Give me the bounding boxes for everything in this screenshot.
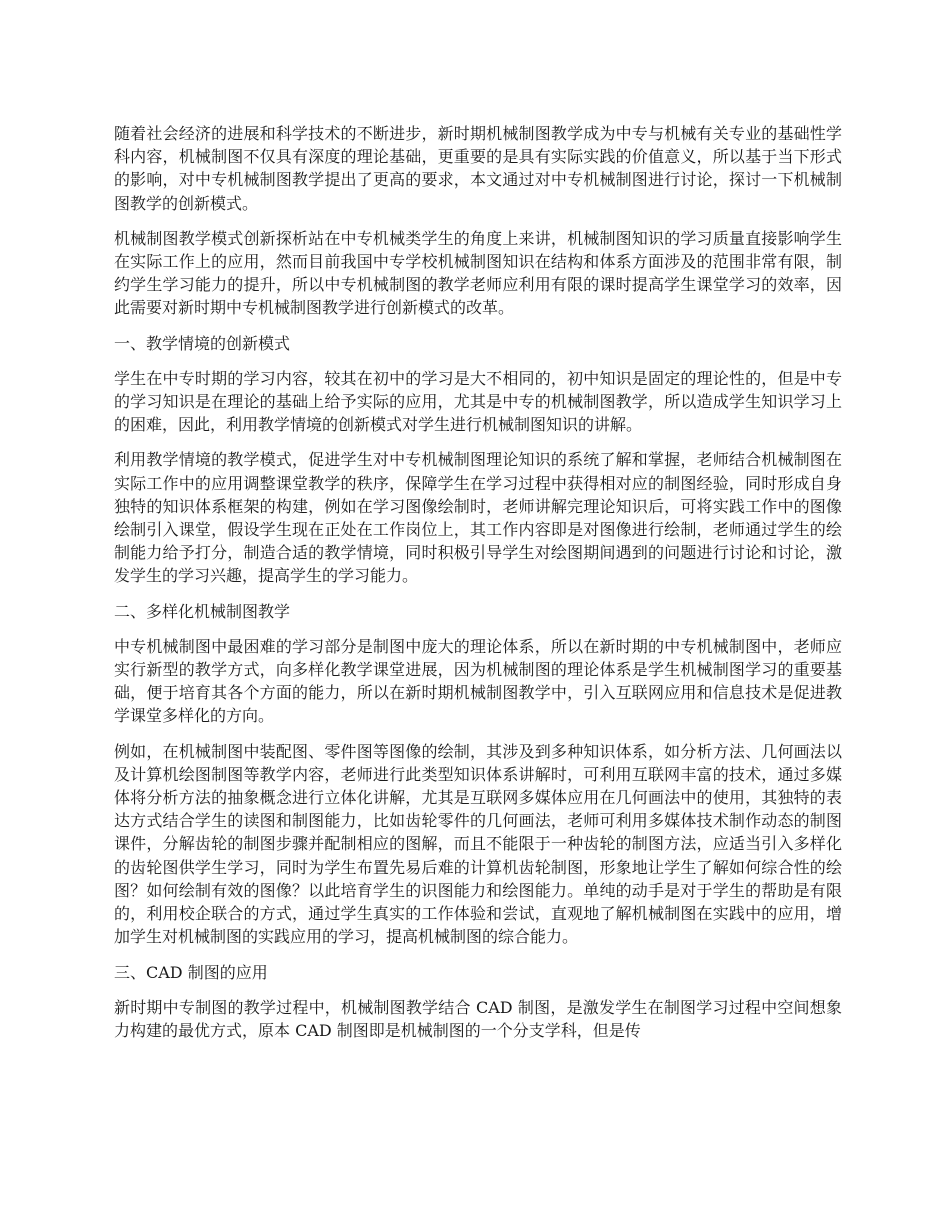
paragraph-section1-b: 利用教学情境的教学模式，促进学生对中专机械制图理论知识的系统了解和掌握，老师结合机械制图在实际工作中的应用调整课堂教学的秩序，保障学生在学习过程中获得相对应的制图经验，同时形成自身独特的知识体系框架的构建，例如在学习图像绘制时，老师讲解完理论知识后，可将实践工作中的图像绘制引入课堂，假设学生现在正处在工作岗位上，其工作内容即是对图像进行绘制，老师通过学生的绘制能力给予打分，制造合适的教学情境，同时积极引导学生对绘图期间遇到的问题进行讨论和讨论，激发学生的学习兴趣，提高学生的学习能力。 (114, 450, 842, 586)
document-body (114, 122, 842, 1054)
paragraph-background: 机械制图教学模式创新探析站在中专机械类学生的角度上来讲，机械制图知识的学习质量直接影响学生在实际工作上的应用，然而目前我国中专学校机械制图知识在结构和体系方面涉及的范围非常有限，制约学生学习能力的提升，所以中专机械制图的教学老师应利用有限的课时提高学生课堂学习的效率，因此需要对新时期中专机械制图教学进行创新模式的改革。 (114, 228, 842, 318)
paragraph-section1-a: 学生在中专时期的学习内容，较其在初中的学习是大不相同的，初中知识是固定的理论性的，但是中专的学习知识是在理论的基础上给予实际的应用，尤其是中专的机械制图教学，所以造成学生知识学习上的困难，因此，利用教学情境的创新模式对学生进行机械制图知识的讲解。 (114, 368, 842, 435)
section-heading-1: 一、教学情境的创新模式 (114, 333, 291, 353)
section-heading-2: 二、多样化机械制图教学 (114, 601, 291, 621)
paragraph-section3-a: 新时期中专制图的教学过程中，机械制图教学结合 CAD 制图，是激发学生在制图学习过程中空间想象力构建的最优方式，原本 CAD 制图即是机械制图的一个分支学科，但是传 (114, 997, 842, 1040)
paragraph-section2-a: 中专机械制图中最困难的学习部分是制图中庞大的理论体系，所以在新时期的中专机械制图中，老师应实行新型的教学方式，向多样化教学课堂进展，因为机械制图的理论体系是学生机械制图学习的重要基础，便于培育其各个方面的能力，所以在新时期机械制图教学中，引入互联网应用和信息技术是促进教学课堂多样化的方向。 (114, 636, 842, 726)
section-heading-3: 三、CAD 制图的应用 (114, 962, 268, 982)
paragraph-section2-b: 例如，在机械制图中装配图、零件图等图像的绘制，其涉及到多种知识体系，如分析方法、几何画法以及计算机绘图制图等教学内容，老师进行此类型知识体系讲解时，可利用互联网丰富的技术，通过多媒体将分析方法的抽象概念进行立体化讲解，尤其是互联网多媒体应用在几何画法中的使用，其独特的表达方式结合学生的读图和制图能力，比如齿轮零件的几何画法，老师可利用多媒体技术制作动态的制图课件，分解齿轮的制图步骤并配制相应的图解，而且不能限于一种齿轮的制图方法，应适当引入多样化的齿轮图供学生学习，同时为学生布置先易后难的计算机齿轮制图，形象地让学生了解如何综合性的绘图？如何绘制有效的图像？以此培育学生的识图能力和绘图能力。单纯的动手是对于学生的帮助是有限的，利用校企联合的方式，通过学生真实的工作体验和尝试，直观地了解机械制图在实践中的应用，增加学生对机械制图的实践应用的学习，提高机械制图的综合能力。 (114, 741, 842, 947)
paragraph-intro: 随着社会经济的进展和科学技术的不断进步，新时期机械制图教学成为中专与机械有关专业的基础性学科内容，机械制图不仅具有深度的理论基础，更重要的是具有实际实践的价值意义，所以基于当下形式的影响，对中专机械制图教学提出了更高的要求，本文通过对中专机械制图进行讨论，探讨一下机械制图教学的创新模式。 (114, 124, 842, 213)
